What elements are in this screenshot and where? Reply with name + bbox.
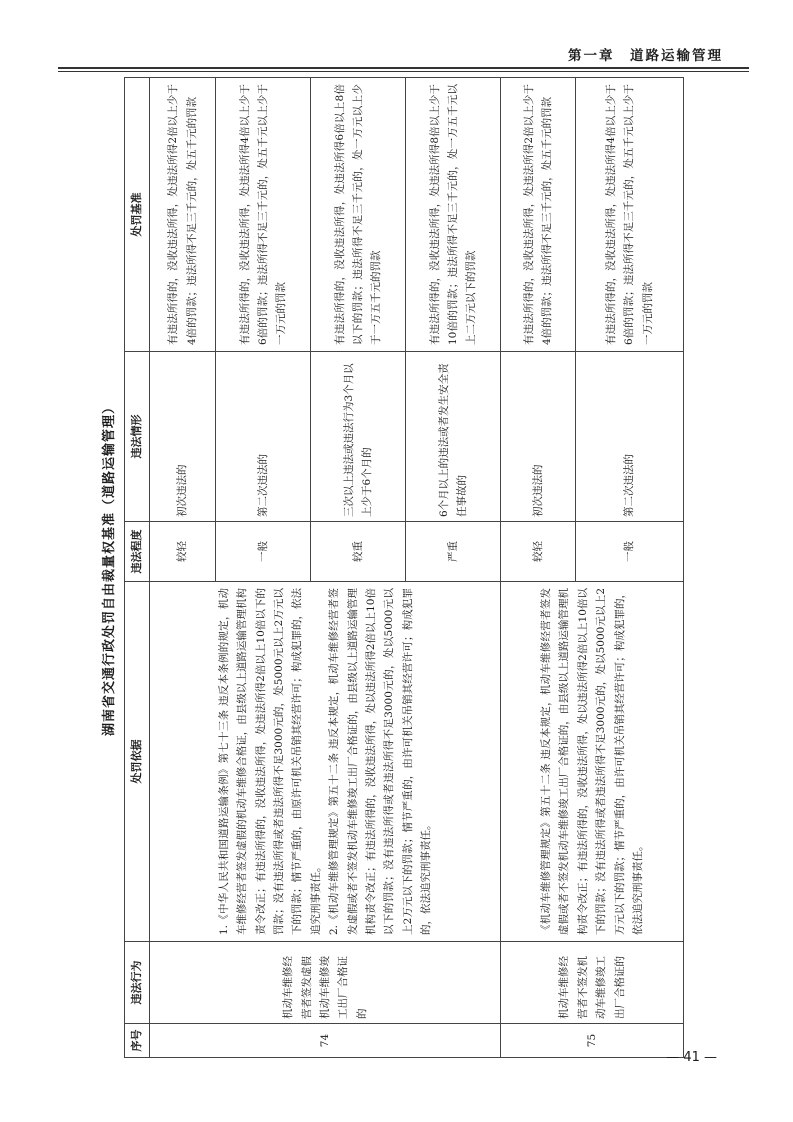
penalty-standard: 有违法所得的，没收违法所得，处违法所得8倍以上少于10倍的罚款；违法所得不足三千元的，处一万五千元以上二万元以下的罚款 (406, 78, 501, 352)
table-row (501, 78, 576, 1058)
penalty-standard: 有违法所得的，没收违法所得，处违法所得4倍以上少于6倍的罚款；违法所得不足三千元的，处五千元以上少于一万元的罚款 (216, 78, 311, 352)
entry-number: 75 (501, 1024, 684, 1058)
table-row (150, 78, 216, 1058)
penalty-standard: 有违法所得的，没收违法所得，处违法所得2倍以上少于4倍的罚款；违法所得不足三千元的，处五千元的罚款 (150, 78, 216, 352)
violation-degree: 一般 (216, 522, 311, 582)
basis-paragraph: 《机动车维修管理规定》第五十二条 违反本规定，机动车维修经营者签发虚假或者不签发机动车维修竣工出厂合格证的，由县级以上道路运输管理机构责令改正；有违法所得的，没收违法所得，处以违法所得2倍以上10倍以下的罚款；没有违法所得或者违法所得不足3000元的，处以5000元以上2万元以下的罚款；情节严重的，由许可机关吊销其经营许可；构成犯罪的，依法追究刑事责任。 (540, 588, 644, 935)
violation-circumstance: 三次以上违法或违法行为3个月以上少于6个月的 (311, 352, 406, 522)
violation-degree: 较重 (311, 522, 406, 582)
penalty-standard: 有违法所得的，没收违法所得，处违法所得4倍以上少于6倍的罚款；违法所得不足三千元的，处五千元以上少于一万元的罚款 (576, 78, 684, 352)
running-header (0, 40, 793, 70)
penalty-standard: 有违法所得的，没收违法所得，处违法所得6倍以上8倍以下的罚款；违法所得不足三千元的，处一万元以上少于一万五千元的罚款 (311, 78, 406, 352)
column-header-circumstance: 违法情形 (125, 352, 150, 522)
header-rule-thin (58, 71, 749, 72)
column-header-standard: 处罚基准 (125, 78, 150, 352)
penalty-basis (150, 582, 501, 942)
page-number: — 41 — (666, 1050, 717, 1065)
violation-degree: 较轻 (501, 522, 576, 582)
column-header-behavior: 违法行为 (125, 942, 150, 1024)
violation-degree: 较轻 (150, 522, 216, 582)
violation-circumstance: 第二次违法的 (216, 352, 311, 522)
penalty-standard: 有违法所得的，没收违法所得，处违法所得2倍以上少于4倍的罚款；违法所得不足三千元的，处五千元的罚款 (501, 78, 576, 352)
violation-circumstance: 初次违法的 (150, 352, 216, 522)
violation-degree: 一般 (576, 522, 684, 582)
violation-circumstance: 初次违法的 (501, 352, 576, 522)
violation-degree: 严重 (406, 522, 501, 582)
table-header-row (125, 78, 150, 1058)
column-header-no: 序号 (125, 1024, 150, 1058)
table-title: 湖南省交通行政处罚自由裁量权基准（道路运输管理） (102, 400, 117, 737)
violation-behavior: 机动车维修经营者签发虚假机动车维修竣工出厂合格证的 (150, 942, 501, 1024)
violation-circumstance: 6个月以上的违法或者发生安全责任事故的 (406, 352, 501, 522)
basis-paragraph: 2.《机动车维修管理规定》第五十二条 违反本规定，机动车维修经营者签发虚假或者不签发机动车维修竣工出厂合格证的，由县级以上道路运输管理机构责令改正；有违法所得的，没收违法所得，处以违法所得2倍以上10倍以下的罚款；没有违法所得或者违法所得不足3000元的，处以5000元以上2万元以下的罚款；情节严重的，由许可机关吊销其经营许可；构成犯罪的，依法追究刑事责任。 (328, 588, 433, 935)
violation-circumstance: 第二次违法的 (576, 352, 684, 522)
entry-number: 74 (150, 1024, 501, 1058)
chapter-title: 第一章 道路运输管理 (568, 48, 723, 64)
rotated-table-block (98, 78, 698, 1058)
penalty-table (124, 77, 684, 1058)
violation-behavior: 机动车维修经营者不签发机动车维修竣工出厂合格证的 (501, 942, 684, 1024)
basis-paragraph: 1.《中华人民共和国道路运输条例》第七十三条 违反本条例的规定，机动车维修经营者签发虚假的机动车维修合格证，由县级以上道路运输管理机构责令改正；有违法所得的，没收违法所得，处违法所得2倍以上10倍以下的罚款；没有违法所得或者违法所得不足3000元的，处5000元以上2万元以下的罚款；情节严重的，由原许可机关吊销其经营许可；构成犯罪的，依法追究刑事责任。 (217, 588, 322, 935)
column-header-basis: 处罚依据 (125, 582, 150, 942)
penalty-basis (501, 582, 684, 942)
column-header-degree: 违法程度 (125, 522, 150, 582)
header-rule (58, 67, 749, 69)
